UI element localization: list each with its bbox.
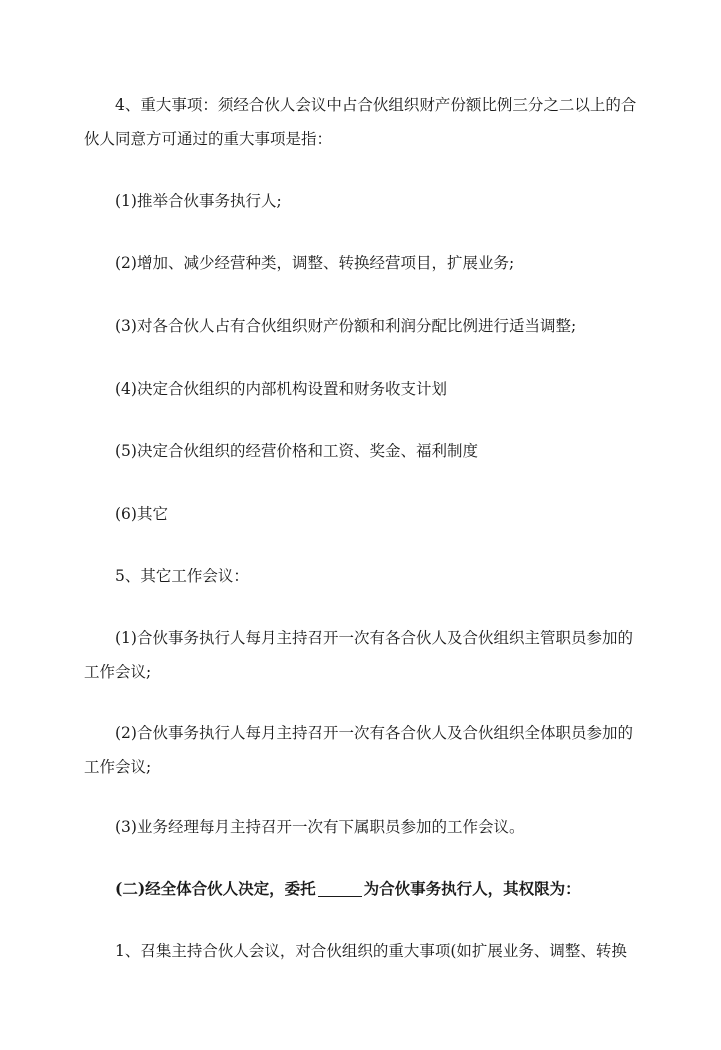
- list-item-adjust-business: (2)增加、减少经营种类，调整、转换经营项目，扩展业务;: [115, 254, 515, 272]
- heading-text-before: (二)经全体合伙人决定，委托: [115, 879, 316, 898]
- list-item-adjust-shares: (3)对各合伙人占有合伙组织财产份额和利润分配比例进行适当调整;: [115, 317, 577, 335]
- paragraph-major-matters: 4、重大事项：须经合伙人会议中占合伙组织财产份额比例三分之二以上的合伙人同意方可通过的重大事项是指：: [84, 96, 637, 148]
- list-item-elect-executor: (1)推举合伙事务执行人;: [115, 192, 282, 210]
- section-heading-delegation: [84, 872, 644, 906]
- list-item-internal-structure: (4)决定合伙组织的内部机构设置和财务收支计划: [115, 380, 447, 398]
- list-item-business-manager-meeting: (3)业务经理每月主持召开一次有下属职员参加的工作会议。: [115, 818, 525, 836]
- heading-text-after: 为合伙事务执行人，其权限为：: [363, 879, 581, 898]
- paragraph-other-meetings: 5、其它工作会议：: [115, 567, 249, 585]
- list-item-other: (6)其它: [115, 505, 168, 523]
- list-item-manager-meeting: (1)合伙事务执行人每月主持召开一次有各合伙人及合伙组织主管职员参加的工作会议;: [84, 629, 633, 681]
- list-item-pricing-wages: (5)决定合伙组织的经营价格和工资、奖金、福利制度: [115, 442, 478, 460]
- blank-underline: [318, 878, 362, 897]
- paragraph-convene-meeting: 1、召集主持合伙人会议，对合伙组织的重大事项(如扩展业务、调整、转换: [115, 942, 627, 960]
- list-item-all-staff-meeting: (2)合伙事务执行人每月主持召开一次有各合伙人及合伙组织全体职员参加的工作会议;: [84, 724, 633, 776]
